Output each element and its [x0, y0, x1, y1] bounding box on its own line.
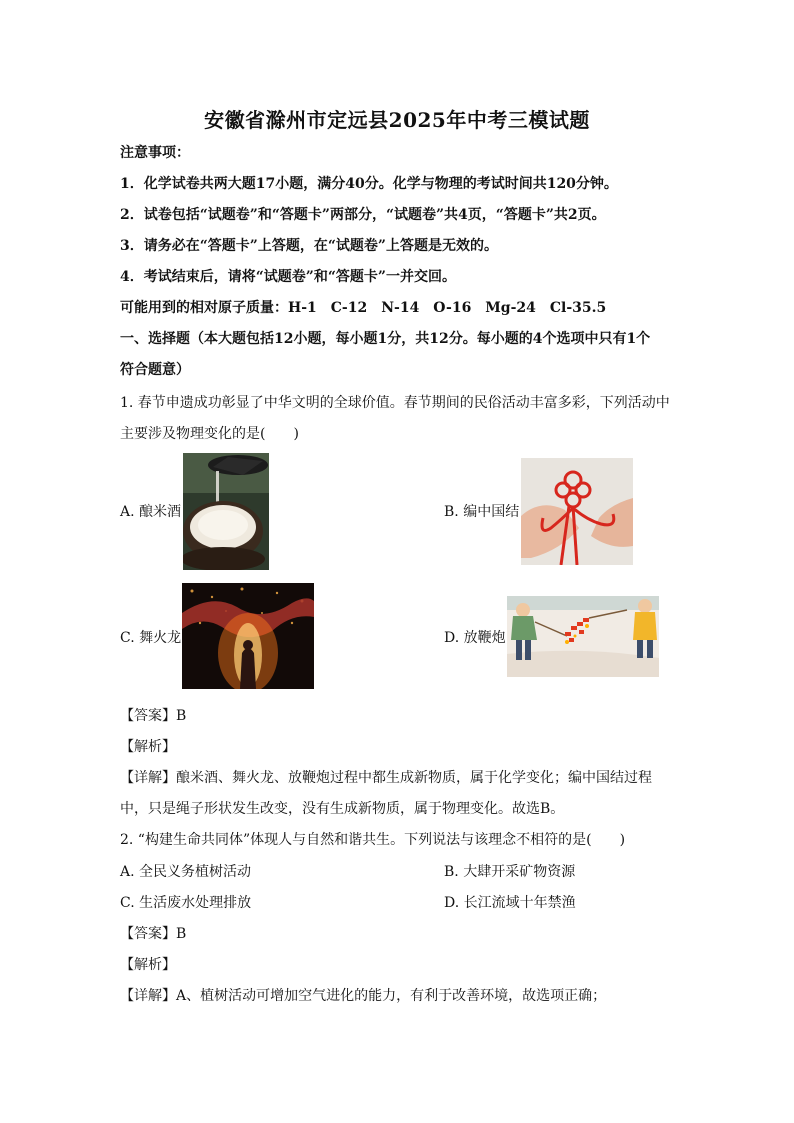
page-title: 安徽省滁州市定远县2025年中考三模试题: [204, 108, 590, 132]
q1-option-d-label: D. 放鞭炮: [444, 630, 506, 646]
notice-item-1: 1．化学试卷共两大题17小题，满分40分。化学与物理的考试时间共120分钟。: [120, 176, 618, 192]
firecracker-image: [507, 596, 659, 677]
q2-option-c: C. 生活废水处理排放: [120, 895, 252, 911]
q2-option-b: B. 大肆开采矿物资源: [444, 864, 576, 880]
chinese-knot-image: [521, 458, 633, 565]
notice-item-4: 4．考试结束后，请将“试题卷”和“答题卡”一并交回。: [120, 269, 456, 285]
q1-detail-line-2: 中，只是绳子形状发生改变，没有生成新物质，属于物理变化。故选B。: [120, 801, 565, 817]
q1-answer: 【答案】B: [120, 708, 187, 724]
q1-stem-line-2: 主要涉及物理变化的是( ): [120, 426, 299, 442]
q1-option-a-label: A. 酿米酒: [120, 504, 182, 520]
atomic-mass-line: 可能用到的相对原子质量：H-1 C-12 N-14 O-16 Mg-24 Cl-35.5: [120, 300, 607, 316]
q1-option-b-label: B. 编中国结: [444, 504, 520, 520]
q1-option-c-label: C. 舞火龙: [120, 630, 182, 646]
q2-detail-line-1: 【详解】A、植树活动可增加空气进化的能力，有利于改善环境，故选项正确；: [120, 988, 607, 1004]
q1-stem-line-1: 1. 春节申遗成功彰显了中华文明的全球价值。春节期间的民俗活动丰富多彩，下列活动中: [120, 395, 670, 411]
rice-wine-image: [183, 453, 269, 570]
section-heading-line-1: 一、选择题（本大题包括12小题，每小题1分，共12分。每小题的4个选项中只有1个: [120, 331, 651, 347]
q2-option-d: D. 长江流域十年禁渔: [444, 895, 576, 911]
notice-item-2: 2．试卷包括“试题卷”和“答题卡”两部分，“试题卷”共4页，“答题卡”共2页。: [120, 207, 606, 223]
notice-heading: 注意事项：: [120, 145, 190, 161]
q2-analysis: 【解析】: [120, 957, 176, 973]
q1-analysis: 【解析】: [120, 739, 176, 755]
section-heading-line-2: 符合题意）: [120, 362, 190, 378]
notice-item-3: 3．请务必在“答题卡”上答题，在“试题卷”上答题是无效的。: [120, 238, 498, 254]
q2-stem: 2. “构建生命共同体”体现人与自然和谐共生。下列说法与该理念不相符的是( ): [120, 832, 626, 848]
q2-answer: 【答案】B: [120, 926, 187, 942]
fire-dragon-image: [182, 583, 314, 689]
q1-detail-line-1: 【详解】酿米酒、舞火龙、放鞭炮过程中都生成新物质，属于化学变化；编中国结过程: [120, 770, 652, 786]
q2-option-a: A. 全民义务植树活动: [120, 864, 252, 880]
